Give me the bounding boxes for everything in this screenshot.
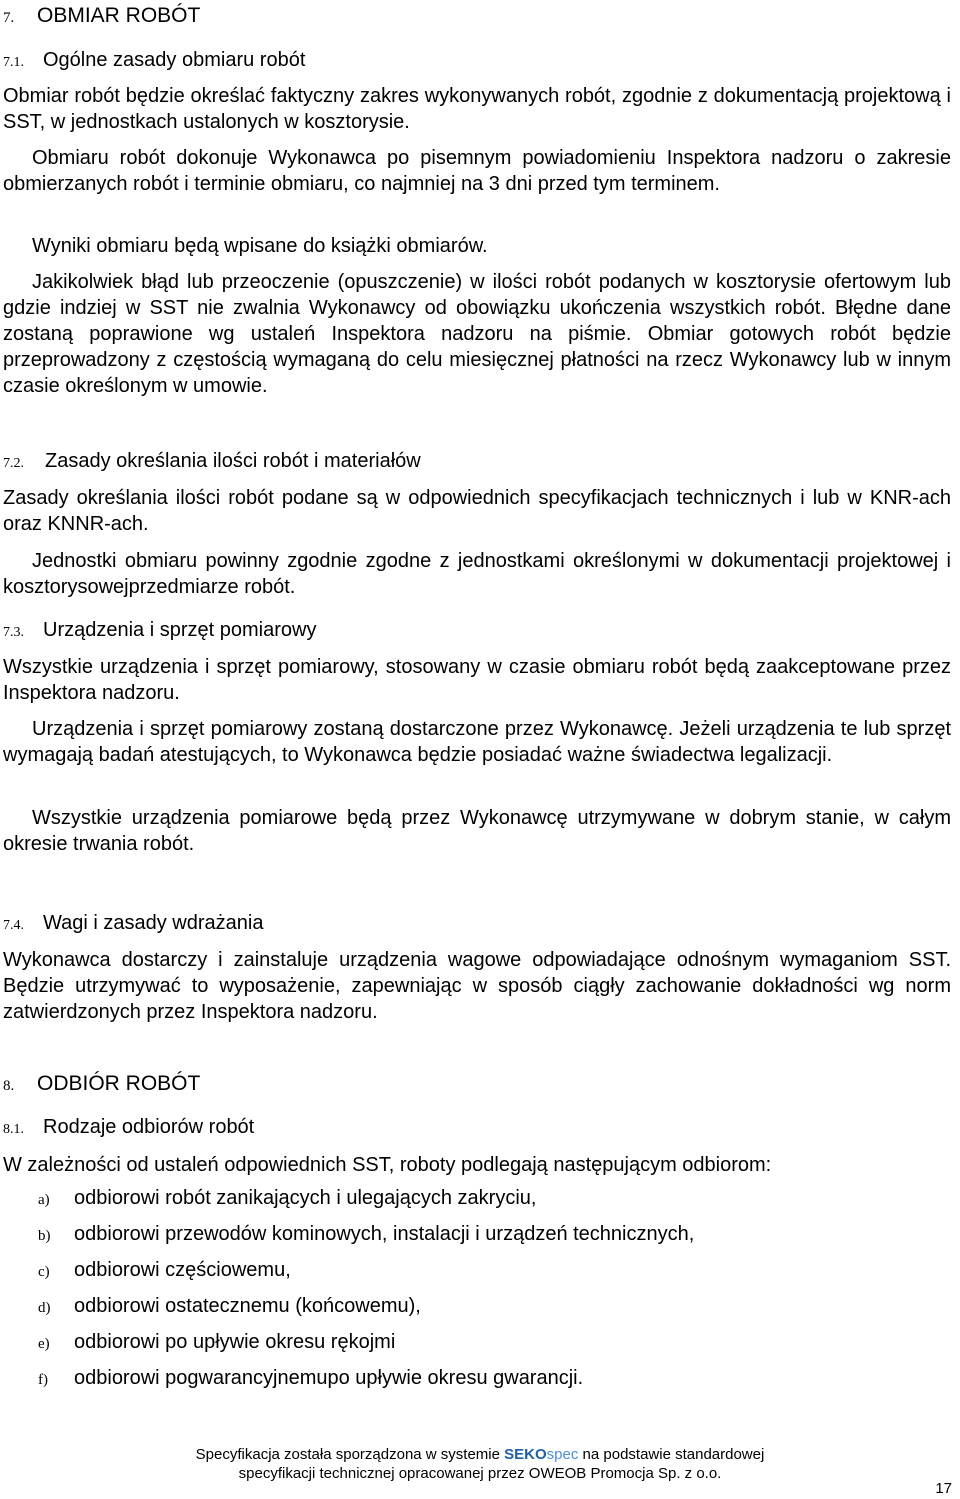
footer-text: Specyfikacja została sporządzona w systemie [195, 1446, 500, 1463]
page-number: 17 [935, 1480, 952, 1497]
section-title: ODBIÓR ROBÓT [37, 1072, 201, 1095]
subsection-heading-7-4 [3, 912, 263, 935]
paragraph: Wszystkie urządzenia pomiarowe będą przez Wykonawcę utrzymywane w dobrym stanie, w całym okresie trwania robót. [3, 807, 951, 855]
paragraph: Wykonawca dostarczy i zainstaluje urządzenia wagowe odpowiadające odnośnym wymaganiom SST. Będzie utrzymywać to wyposażenie, zapewniając w sposób ciągły zachowanie dokładności wg norm zatwierdzonych przez Inspektora nadzoru. [3, 949, 951, 1023]
list-marker: e) [38, 1336, 50, 1352]
paragraph: Wszystkie urządzenia i sprzęt pomiarowy, stosowany w czasie obmiaru robót będą zaakceptowane przez Inspektora nadzoru. [3, 656, 951, 704]
list-item-text: odbiorowi ostatecznemu (końcowemu), [74, 1295, 421, 1317]
list-marker: c) [38, 1264, 50, 1280]
subsection-number: 7.3. [3, 625, 24, 640]
subsection-heading-7-3 [3, 619, 316, 642]
list-item [38, 1295, 421, 1318]
paragraph: Jednostki obmiaru powinny zgodnie zgodne z jednostkami określonymi w dokumentacji projektowej i kosztorysowejprzedmiarze robót. [3, 550, 951, 598]
subsection-number: 7.2. [3, 456, 24, 471]
list-marker: f) [38, 1372, 48, 1388]
section-heading-8 [3, 1072, 200, 1096]
subsection-number: 8.1. [3, 1122, 24, 1137]
list-marker: a) [38, 1192, 50, 1208]
list-item-text: odbiorowi przewodów kominowych, instalacji i urządzeń technicznych, [74, 1223, 695, 1245]
page-footer [0, 1445, 960, 1483]
list-item [38, 1259, 291, 1282]
list-marker: d) [38, 1300, 51, 1316]
list-item-text: odbiorowi po upływie okresu rękojmi [74, 1331, 396, 1353]
list-marker: b) [38, 1228, 51, 1244]
section-number: 7. [3, 10, 15, 26]
subsection-title: Urządzenia i sprzęt pomiarowy [43, 619, 317, 641]
subsection-title: Wagi i zasady wdrażania [43, 912, 264, 934]
footer-text: na podstawie standardowej [582, 1446, 765, 1463]
paragraph: W zależności od ustaleń odpowiednich SST, roboty podlegają następującym odbiorom: [3, 1154, 772, 1176]
paragraph: Urządzenia i sprzęt pomiarowy zostaną dostarczone przez Wykonawcę. Jeżeli urządzenia te lub sprzęt wymagają badań atestujących, to Wykonawca będzie posiadać ważne świadectwa legalizacji. [3, 718, 951, 766]
footer-line-1 [0, 1445, 960, 1464]
list-item-text: odbiorowi robót zanikających i ulegających zakryciu, [74, 1187, 537, 1209]
subsection-title: Rodzaje odbiorów robót [43, 1116, 255, 1138]
paragraph: Obmiaru robót dokonuje Wykonawca po pisemnym powiadomieniu Inspektora nadzoru o zakresie obmierzanych robót i terminie obmiaru, co najmniej na 3 dni przed tym terminem. [3, 147, 951, 195]
seko-logo: SEKOspec [504, 1446, 579, 1463]
subsection-title: Zasady określania ilości robót i materiałów [45, 450, 421, 472]
section-title: OBMIAR ROBÓT [37, 4, 201, 27]
subsection-heading-8-1 [3, 1116, 254, 1139]
list-item [38, 1367, 583, 1390]
list-item [38, 1187, 536, 1210]
subsection-heading-7-1 [3, 49, 305, 72]
list-item [38, 1331, 395, 1354]
subsection-number: 7.1. [3, 55, 24, 70]
list-item-text: odbiorowi częściowemu, [74, 1259, 291, 1281]
list-item-text: odbiorowi pogwarancyjnemupo upływie okresu gwarancji. [74, 1367, 584, 1389]
footer-line-2: specyfikacji technicznej opracowanej przez OWEOB Promocja Sp. z o.o. [238, 1465, 722, 1482]
paragraph: Jakikolwiek błąd lub przeoczenie (opuszczenie) w ilości robót podanych w kosztorysie ofertowym lub gdzie indziej w SST nie zwalnia Wykonawcy od obowiązku ukończenia wszystkich robót. Błędne dane zostaną poprawione wg ustaleń Inspektora nadzoru na piśmie. Obmiar gotowych robót będzie przeprowadzony z częstością wymaganą do celu miesięcznej płatności na rzecz Wykonawcy lub w innym czasie określonym w umowie. [3, 271, 951, 397]
section-heading-7 [3, 4, 200, 28]
paragraph: Zasady określania ilości robót podane są w odpowiednich specyfikacjach technicznych i lub w KNR-ach oraz KNNR-ach. [3, 487, 951, 535]
paragraph: Obmiar robót będzie określać faktyczny zakres wykonywanych robót, zgodnie z dokumentacją projektową i SST, w jednostkach ustalonych w kosztorysie. [3, 85, 951, 133]
section-number: 8. [3, 1078, 15, 1094]
subsection-title: Ogólne zasady obmiaru robót [43, 49, 306, 71]
list-item [38, 1223, 694, 1246]
subsection-heading-7-2 [3, 450, 421, 473]
subsection-number: 7.4. [3, 918, 24, 933]
paragraph: Wyniki obmiaru będą wpisane do książki obmiarów. [32, 235, 488, 257]
